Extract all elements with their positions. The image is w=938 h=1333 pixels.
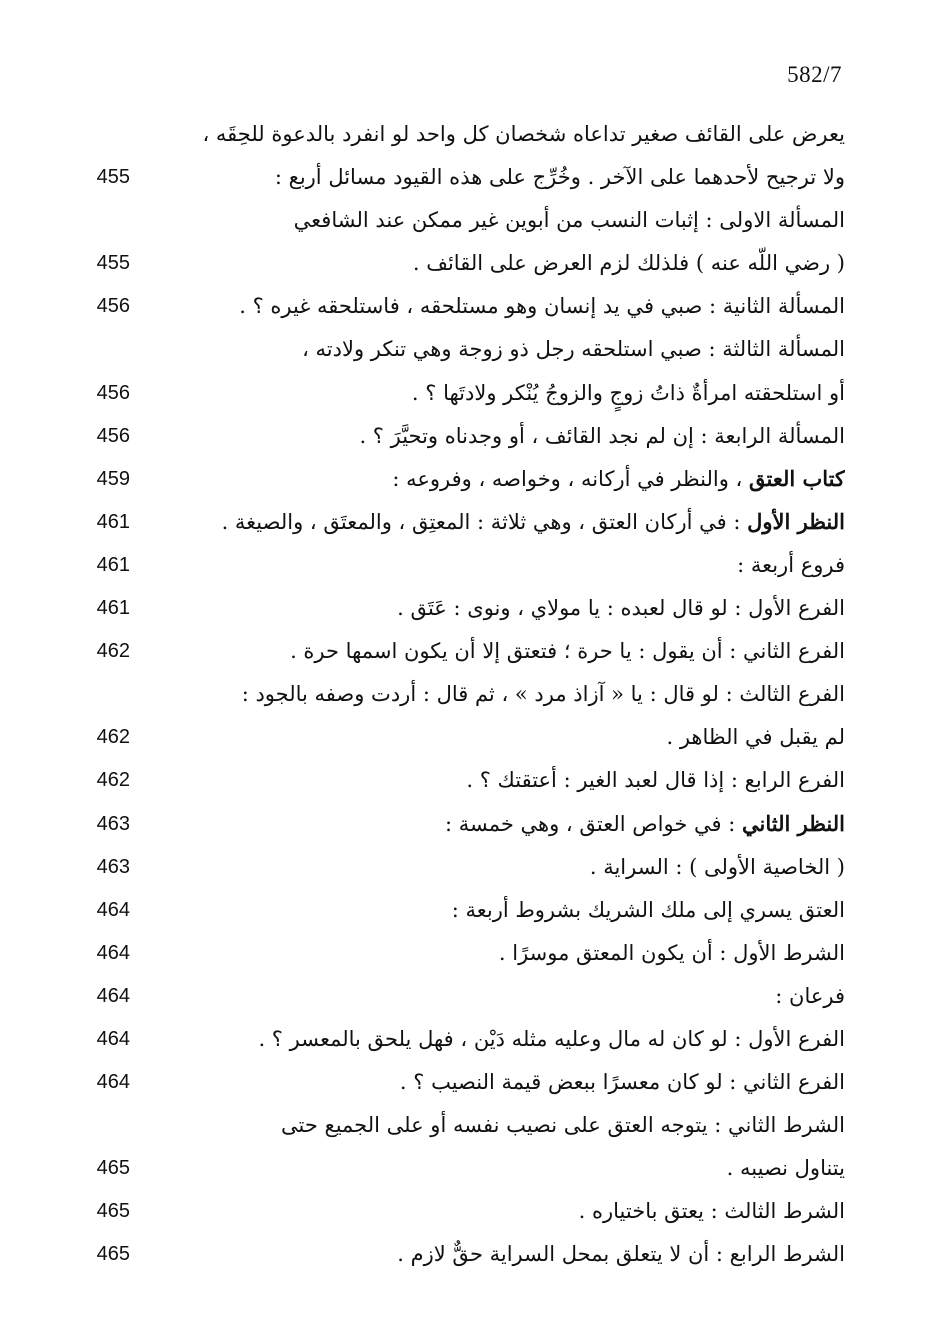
toc-page-number: 461 xyxy=(96,553,130,576)
toc-row xyxy=(60,673,860,716)
toc-entry xyxy=(145,113,845,156)
toc-entry-text: المسألة الرابعة : إن لم نجد القائف ، أو وجدناه وتحيَّرَ ؟ . xyxy=(359,423,845,448)
toc-entry xyxy=(145,889,845,932)
toc-entry-text: الشرط الثاني : يتوجه العتق على نصيب نفسه أو على الجميع حتى xyxy=(281,1113,845,1138)
toc-page-number: 456 xyxy=(96,381,130,404)
toc-entry xyxy=(145,328,845,371)
toc-entry-text: ، والنظر في أركانه ، وخواصه ، وفروعه : xyxy=(392,467,749,492)
toc-entry-text: الفرع الرابع : إذا قال لعبد الغير : أعتقتك ؟ . xyxy=(466,768,845,793)
toc-row xyxy=(60,1233,860,1276)
toc-page-number: 462 xyxy=(96,769,130,792)
toc-entry xyxy=(145,975,845,1018)
toc-entry-text: الشرط الثالث : يعتق باختياره . xyxy=(578,1199,845,1224)
toc-page-number: 463 xyxy=(96,812,130,835)
toc-row xyxy=(60,328,860,371)
toc-entry-text: الشرط الأول : أن يكون المعتق موسرًا . xyxy=(498,940,845,965)
toc-entry xyxy=(145,415,845,458)
toc-entry-text: فرعان : xyxy=(775,983,845,1008)
toc-page-number: 461 xyxy=(96,597,130,620)
toc-entry-text: الفرع الثاني : لو كان معسرًا ببعض قيمة النصيب ؟ . xyxy=(399,1070,845,1095)
toc-page-number: 462 xyxy=(96,640,130,663)
toc-entry xyxy=(145,285,845,328)
toc-entry-text: لم يقبل في الظاهر . xyxy=(666,725,845,750)
toc-entry xyxy=(145,1190,845,1233)
toc-row xyxy=(60,1104,860,1147)
toc-row xyxy=(60,156,860,199)
toc-row xyxy=(60,113,860,156)
toc-entry-heading: النظر الثاني xyxy=(741,811,845,836)
toc-row xyxy=(60,1018,860,1061)
toc-page-number: 464 xyxy=(96,1028,130,1051)
toc-row xyxy=(60,501,860,544)
toc-row xyxy=(60,285,860,328)
toc-entry-heading: النظر الأول xyxy=(747,509,845,535)
toc-row xyxy=(60,846,860,889)
toc-entry xyxy=(145,1018,845,1061)
toc-entry-text: : في خواص العتق ، وهي خمسة : xyxy=(445,812,742,836)
toc-row xyxy=(60,932,860,975)
toc-page-number: 464 xyxy=(96,898,130,921)
toc-entry-text: الفرع الثالث : لو قال : يا « آزاذ مرد » ، ثم قال : أردت وصفه بالجود : xyxy=(241,682,845,707)
toc-row xyxy=(60,242,860,285)
toc-entry xyxy=(145,457,845,501)
toc-entry-text: المسألة الثالثة : صبي استلحقه رجل ذو زوجة وهي تنكر ولادته ، xyxy=(302,337,845,362)
toc-entry-text: المسألة الاولى : إثبات النسب من أبوين غير ممكن عند الشافعي xyxy=(293,208,845,233)
toc-row xyxy=(60,975,860,1018)
toc-page-number: 459 xyxy=(96,467,130,490)
toc-entry-text: المسألة الثانية : صبي في يد إنسان وهو مستلحقه ، فاستلحقه غيره ؟ . xyxy=(239,294,845,319)
toc-row xyxy=(60,1061,860,1104)
toc-page-number: 464 xyxy=(96,984,130,1007)
toc-page-number: 456 xyxy=(96,295,130,318)
toc-row xyxy=(60,587,860,630)
toc-entry xyxy=(145,372,845,415)
toc-row xyxy=(60,458,860,501)
page-number: 582/7 xyxy=(787,62,842,87)
toc-entry xyxy=(145,544,845,587)
toc-page-number: 462 xyxy=(96,726,130,749)
toc-page-number: 465 xyxy=(96,1200,130,1223)
toc-page-number: 455 xyxy=(96,252,130,275)
toc-entry xyxy=(145,242,845,285)
toc-row xyxy=(60,889,860,932)
toc-entry-text: الفرع الثاني : أن يقول : يا حرة ؛ فتعتق إلا أن يكون اسمها حرة . xyxy=(290,639,845,664)
toc-entry xyxy=(145,932,845,975)
toc-entry-text: يعرض على القائف صغير تداعاه شخصان كل واحد لو انفرد بالدعوة للحِقَه ، xyxy=(202,122,845,146)
toc-row xyxy=(60,716,860,759)
toc-entry-text: ( الخاصية الأولى ) : السراية . xyxy=(589,854,845,879)
toc-entry-text: العتق يسري إلى ملك الشريك بشروط أربعة : xyxy=(451,897,845,922)
toc-entry xyxy=(145,199,845,242)
toc-entry xyxy=(145,673,845,716)
toc-entry xyxy=(145,1061,845,1104)
toc-entry-text: : في أركان العتق ، وهي ثلاثة : المعتِق ، والمعتَق ، والصيغة . xyxy=(221,510,748,535)
toc-entry-text: يتناول نصيبه . xyxy=(726,1156,845,1181)
toc-entry xyxy=(145,587,845,630)
toc-entry xyxy=(145,716,845,759)
toc-page-number: 455 xyxy=(96,166,130,189)
toc-row xyxy=(60,759,860,802)
toc-page-number: 456 xyxy=(96,424,130,447)
toc-entry-text: الفرع الأول : لو كان له مال وعليه مثله دَيْن ، فهل يلحق بالمعسر ؟ . xyxy=(258,1026,845,1051)
toc-entry xyxy=(145,500,845,544)
toc-entry xyxy=(145,1104,845,1147)
toc-entry-heading: كتاب العتق xyxy=(748,466,845,492)
toc-entry xyxy=(145,1233,845,1276)
toc-row xyxy=(60,1147,860,1190)
table-of-contents xyxy=(60,113,860,1277)
toc-entry-text: أو استلحقته امرأةٌ ذاتُ زوجٍ والزوجُ يُنْكر ولادتَها ؟ . xyxy=(411,380,845,405)
toc-page-number: 463 xyxy=(96,855,130,878)
toc-page-number: 464 xyxy=(96,1071,130,1094)
toc-entry xyxy=(145,630,845,673)
toc-page-number: 465 xyxy=(96,1157,130,1180)
toc-row xyxy=(60,803,860,846)
toc-row xyxy=(60,199,860,242)
toc-page-number: 465 xyxy=(96,1243,130,1266)
toc-row xyxy=(60,372,860,415)
toc-row xyxy=(60,544,860,587)
toc-entry xyxy=(145,846,845,889)
toc-entry-text: فروع أربعة : xyxy=(737,552,845,577)
toc-page-number: 464 xyxy=(96,941,130,964)
toc-entry xyxy=(145,1147,845,1190)
toc-entry-text: الشرط الرابع : أن لا يتعلق بمحل السراية حقٌّ لازم . xyxy=(397,1242,845,1267)
toc-row xyxy=(60,630,860,673)
toc-entry xyxy=(145,802,845,846)
toc-entry xyxy=(145,156,845,199)
toc-entry-text: ( رضي اللّه عنه ) فلذلك لزم العرض على القائف . xyxy=(412,251,845,276)
toc-page-number: 461 xyxy=(96,510,130,533)
toc-entry-text: الفرع الأول : لو قال لعبده : يا مولاي ، ونوى : عَتَق . xyxy=(397,596,845,621)
toc-row xyxy=(60,1190,860,1233)
toc-row xyxy=(60,415,860,458)
toc-entry-text: ولا ترجيح لأحدهما على الآخر . وخُرِّج على هذه القيود مسائل أربع : xyxy=(274,165,845,190)
toc-entry xyxy=(145,759,845,802)
